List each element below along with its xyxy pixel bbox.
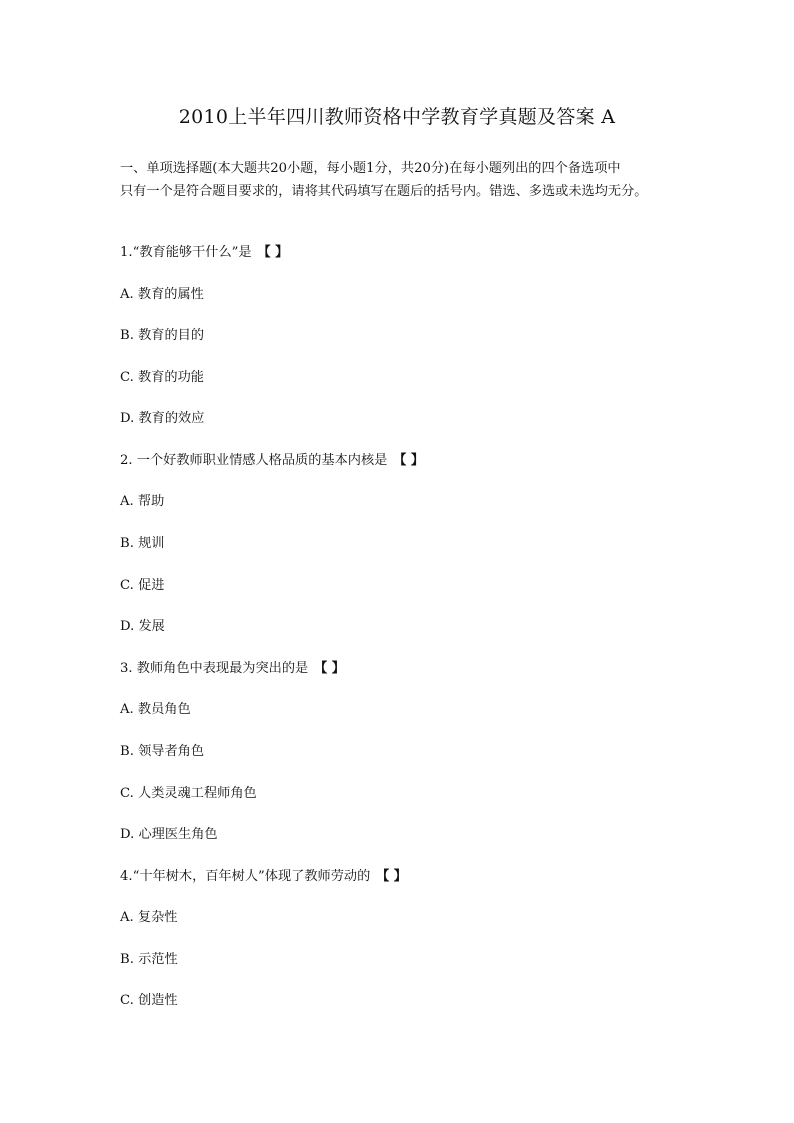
instructions-line: 一、单项选择题(本大题共20小题，每小题1分，共20分)在每小题列出的四个备选项中	[120, 161, 621, 176]
question-option: D. 教育的效应	[120, 411, 205, 426]
question-option: B. 规训	[120, 536, 165, 551]
question-option: B. 示范性	[120, 952, 178, 967]
question-stem	[120, 659, 345, 679]
answer-bracket: 【 】	[376, 869, 407, 884]
question-option: B. 领导者角色	[120, 744, 205, 759]
answer-bracket: 【 】	[314, 661, 345, 676]
question-text: 1.“教育能够干什么”是	[120, 245, 252, 260]
question-stem	[120, 867, 407, 887]
question-option: C. 教育的功能	[120, 370, 204, 385]
question-stem	[120, 451, 424, 471]
question-option: B. 教育的目的	[120, 328, 205, 343]
document-title: 2010上半年四川教师资格中学教育学真题及答案 A	[178, 106, 616, 128]
question-option: A. 复杂性	[120, 910, 178, 925]
question-text: 3. 教师角色中表现最为突出的是	[120, 661, 309, 676]
question-option: C. 人类灵魂工程师角色	[120, 786, 257, 801]
instructions-line: 只有一个是符合题目要求的，请将其代码填写在题后的括号内。错选、多选或未选均无分。	[120, 184, 648, 199]
question-option: A. 教员角色	[120, 702, 191, 717]
question-option: A. 教育的属性	[120, 287, 204, 302]
question-option: D. 心理医生角色	[120, 827, 218, 842]
question-option: D. 发展	[120, 619, 165, 634]
answer-bracket: 【 】	[393, 453, 424, 468]
section-instructions	[120, 157, 690, 203]
answer-bracket: 【 】	[257, 245, 289, 260]
question-text: 2. 一个好教师职业情感人格品质的基本内核是	[120, 453, 388, 468]
question-option: A. 帮助	[120, 494, 165, 509]
question-text: 4.“十年树木，百年树人”体现了教师劳动的	[120, 869, 371, 884]
question-option: C. 促进	[120, 578, 165, 593]
question-option: C. 创造性	[120, 993, 178, 1008]
question-stem	[120, 243, 288, 263]
